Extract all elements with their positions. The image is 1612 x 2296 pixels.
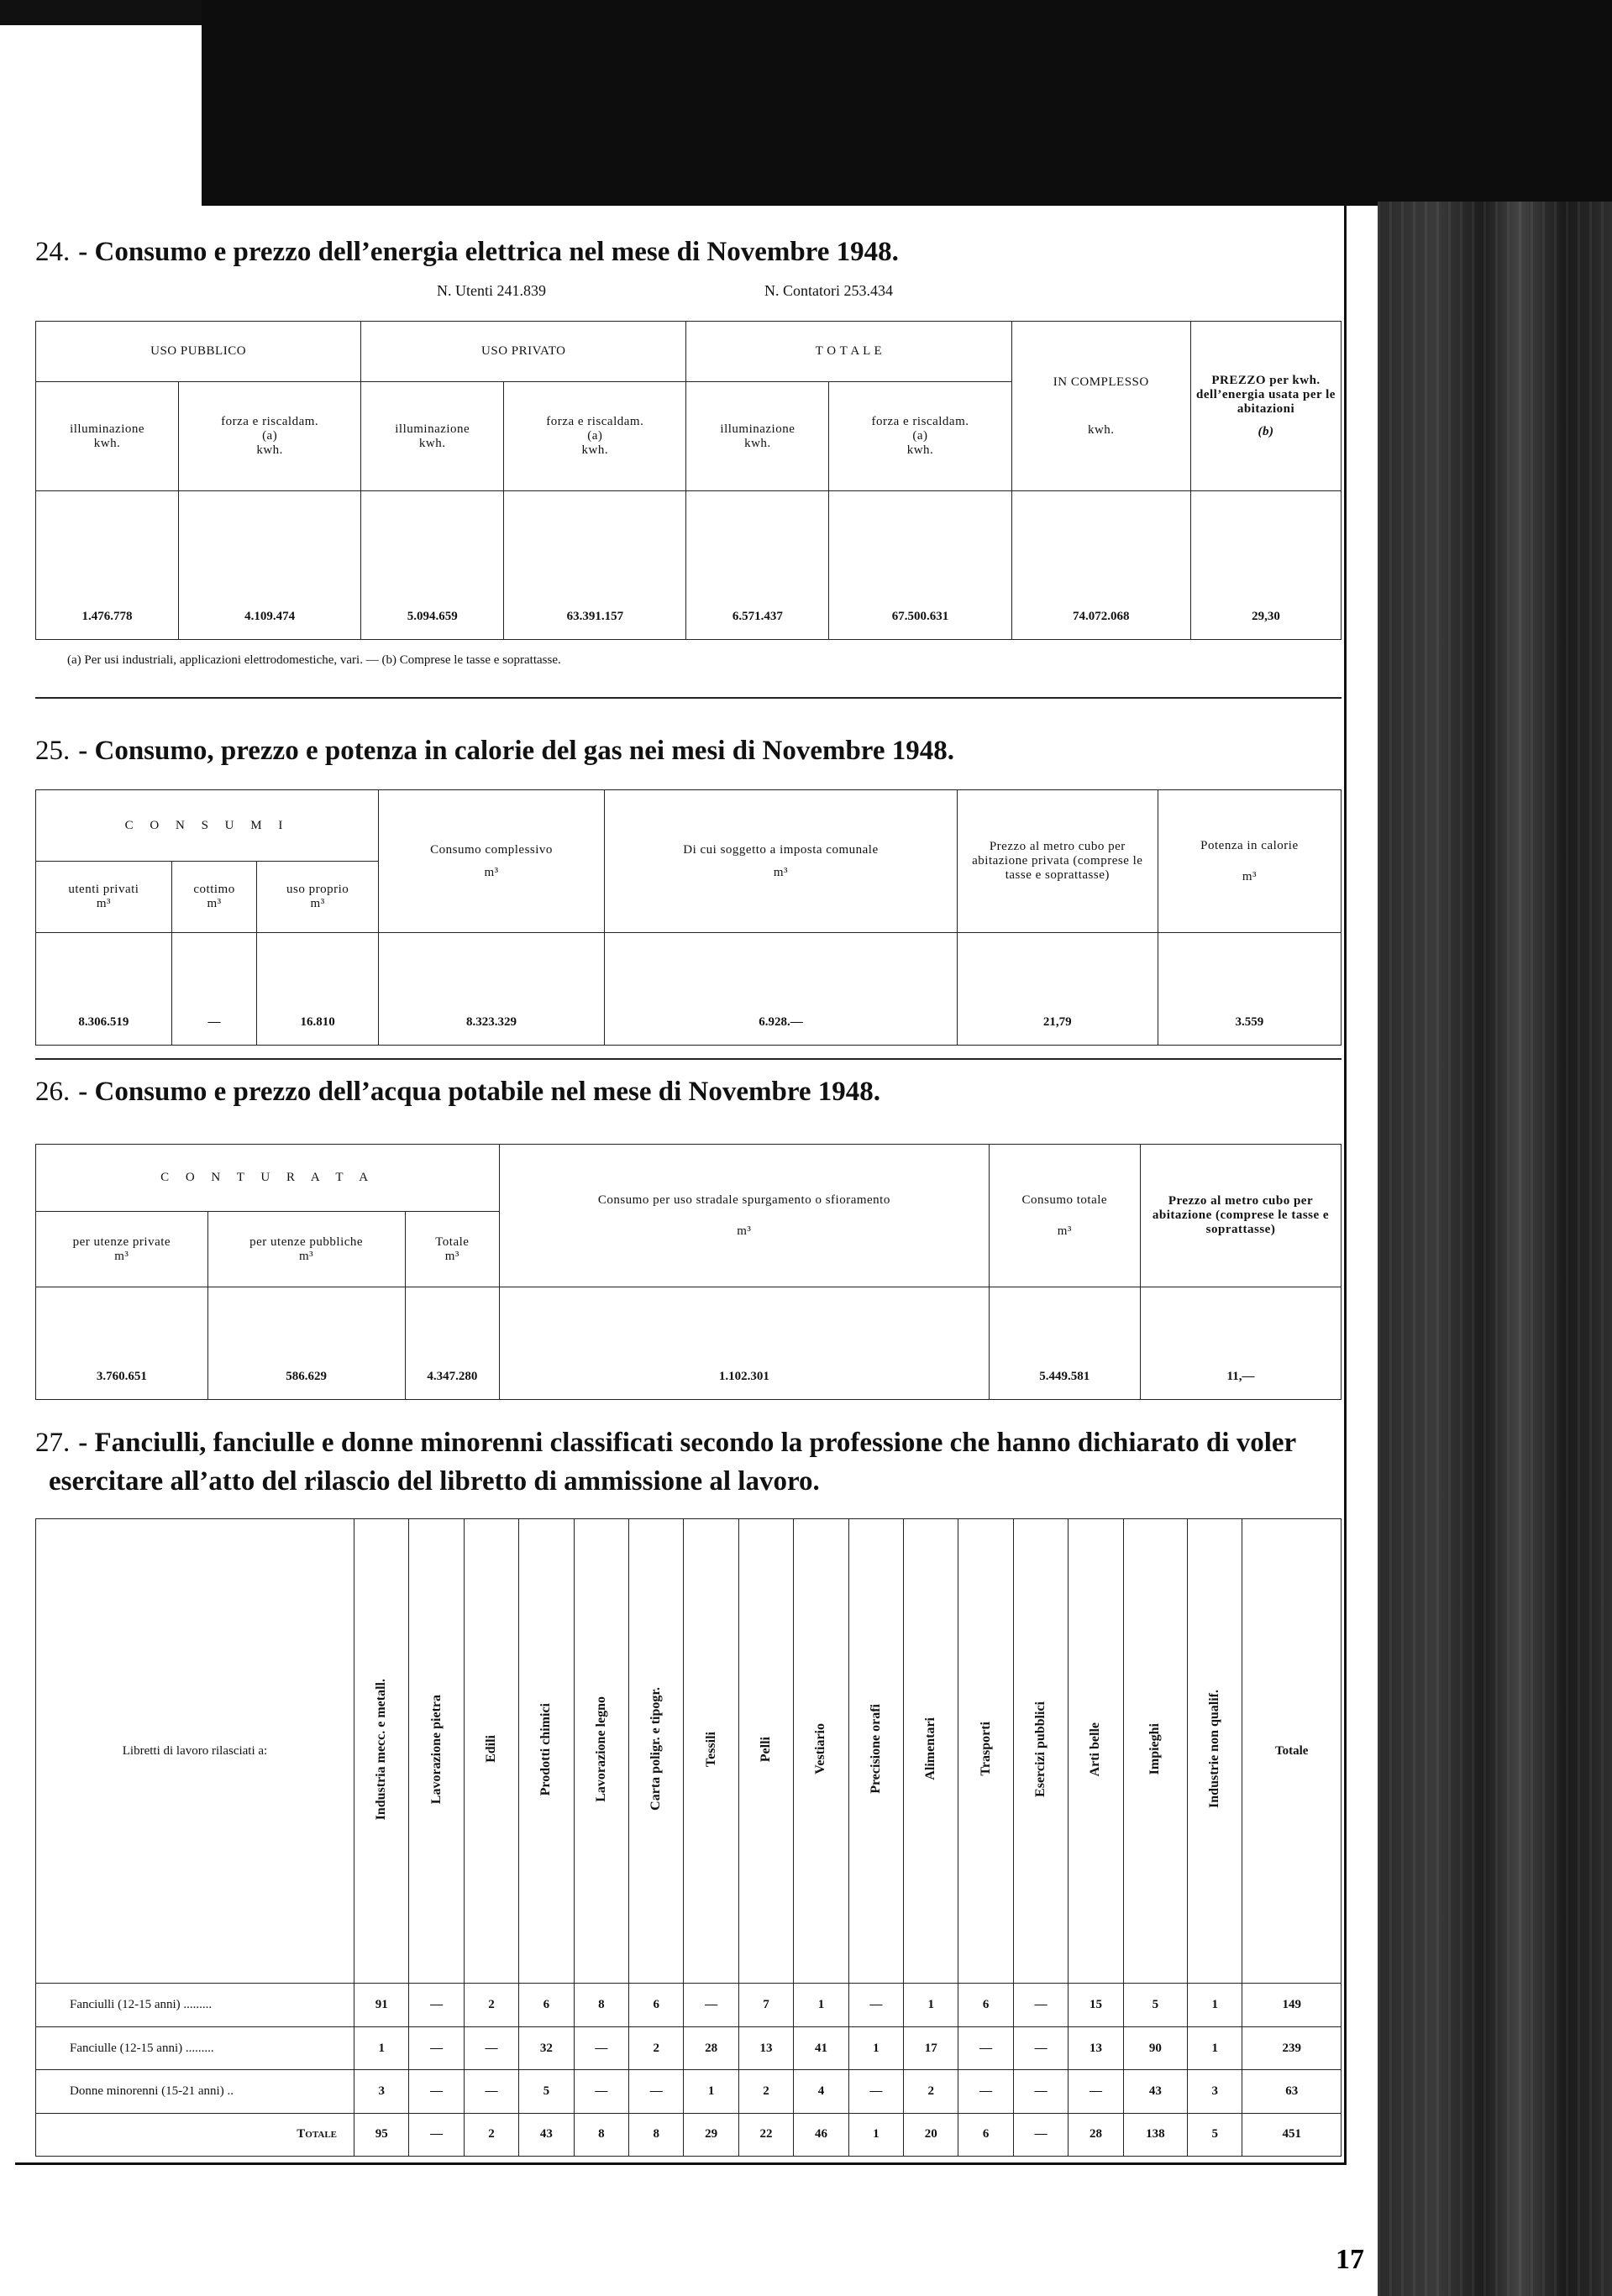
s27-cell: 22 [738,2113,793,2156]
s24-value: 6.571.437 [686,491,829,640]
s25-sub-label: cottimo [193,883,235,896]
s27-col-label: Vestiario [813,1723,828,1775]
s27-title-line2: esercitare all’atto del rilascio del libretto di ammissione al lavoro. [49,1466,820,1497]
s25-sub-1 [171,862,256,933]
s27-cell: 28 [1069,2113,1123,2156]
s27-row-label: Totale [36,2113,354,2156]
s27-cell: 3 [354,2070,409,2113]
s24-sub-label: forza e riscaldam. [871,415,969,428]
s27-col-label: Lavorazione legno [593,1696,608,1802]
s25-sub-label: utenti privati [68,883,139,896]
s25-title-text: - Consumo, prezzo e potenza in calorie del gas nei mesi di Novembre 1948. [78,736,955,766]
s25-potenza: Potenza in calorie [1200,838,1299,852]
s27-col-label: Precisione orafi [868,1704,883,1795]
s27-cell: 1 [684,2070,738,2113]
s27-cell: 5 [1123,1984,1187,2026]
s24-sub-unit: kwh. [581,443,609,457]
s25-unit: m³ [484,865,499,879]
s26-stradale-header [500,1145,989,1287]
s27-col-label: Trasporti [978,1722,993,1777]
s27-row-label: Fanciulle (12-15 anni) ......... [36,2026,354,2069]
s26-totale-header [989,1145,1140,1287]
s26-totale: Consumo totale [1021,1193,1108,1207]
s24-sub-unit: kwh. [93,436,121,450]
s24-sub-2 [361,382,504,491]
s27-col-header [794,1519,848,1984]
s27-cell: 2 [464,1984,518,2026]
s25-sub-unit: m³ [310,897,325,910]
s25-sub-unit: m³ [207,897,222,910]
s24-sub-label: illuminazione [70,422,145,436]
s27-cell: 29 [684,2113,738,2156]
s27-cell: 20 [904,2113,958,2156]
s27-cell: 2 [464,2113,518,2156]
s26-sub-2 [405,1212,500,1287]
page-number: 17 [1336,2244,1364,2275]
s27-cell: 7 [738,1984,793,2026]
s27-cell: — [1013,2113,1068,2156]
s26-value: 4.347.280 [405,1287,500,1400]
s24-utenti: N. Utenti 241.839 [437,282,546,299]
s25-value: 8.323.329 [379,933,605,1046]
s27-cell: 15 [1069,1984,1123,2026]
table-row [36,2070,1342,2113]
s25-soggetto: Di cui soggetto a imposta comunale [683,842,879,857]
section-divider [35,1058,1342,1060]
s24-value: 1.476.778 [36,491,179,640]
table-row [36,2026,1342,2069]
s27-cell: — [409,2113,464,2156]
s26-prezzo: Prezzo al metro cubo per abitazione (comprese le tasse e soprattasse) [1141,1145,1342,1287]
s27-row-label: Fanciulli (12-15 anni) ......... [36,1984,354,2026]
s24-sub-0 [36,382,179,491]
s27-cell: — [958,2070,1013,2113]
s25-unit: m³ [1242,869,1257,883]
s24-prezzo-header [1191,322,1342,491]
s27-cell: — [629,2070,684,2113]
s27-col-header [464,1519,518,1984]
s27-cell: 3 [1188,2070,1242,2113]
s25-value: 8.306.519 [36,933,172,1046]
s24-sub-label: illuminazione [720,422,795,436]
s24-title [35,237,899,268]
s27-cell: — [1013,1984,1068,2026]
s25-value: 16.810 [257,933,379,1046]
s27-cell: 17 [904,2026,958,2069]
s27-cell: — [574,2026,628,2069]
section-divider [35,697,1342,699]
s27-cell: — [848,1984,903,2026]
s27-cell: 4 [794,2070,848,2113]
s26-value: 1.102.301 [500,1287,989,1400]
s27-cell: 95 [354,2113,409,2156]
s25-complessivo-header [379,790,605,933]
s27-cell: 149 [1242,1984,1342,2026]
s24-value: 4.109.474 [179,491,361,640]
s25-sub-2 [257,862,379,933]
scan-border-dark [202,0,1612,206]
s27-cell: 2 [629,2026,684,2069]
s27-cell: 6 [958,2113,1013,2156]
book-page-edges [1378,202,1612,2296]
s24-sub-1 [179,382,361,491]
s27-cell: 91 [354,1984,409,2026]
s24-sub-unit: kwh. [418,436,446,450]
s27-cell: 1 [848,2026,903,2069]
s27-col-header [738,1519,793,1984]
s24-sub-label: forza e riscaldam. [546,415,644,428]
s27-col-header [354,1519,409,1984]
s27-col-header [574,1519,628,1984]
s27-cell: — [1069,2070,1123,2113]
s27-col-label: Industria mecc. e metall. [374,1678,389,1820]
s27-corner: Libretti di lavoro rilasciati a: [36,1519,354,1984]
s25-value: 3.559 [1158,933,1341,1046]
s27-col-label: Carta poligr. e tipogr. [648,1687,664,1811]
s27-table [35,1518,1342,2157]
s24-prezzo: PREZZO per kwh. dell’energia usata per le abitazioni [1196,373,1336,416]
s24-sub-label: forza e riscaldam. [221,415,319,428]
s25-unit: m³ [773,865,789,879]
s24-sub-4 [686,382,829,491]
s26-value: 3.760.651 [36,1287,208,1400]
s27-col-label: Prodotti chimici [538,1702,554,1795]
s27-cell: 239 [1242,2026,1342,2069]
s27-col-label: Lavorazione pietra [428,1694,444,1804]
s27-col-label: Totale [1274,1743,1309,1758]
s27-col-header [519,1519,574,1984]
s24-in-complesso-header [1011,322,1190,491]
s25-sub-0 [36,862,172,933]
s26-unit: m³ [737,1224,752,1238]
s27-col-header [1188,1519,1242,1984]
s26-stradale: Consumo per uso stradale spurgamento o sfioramento [597,1193,890,1207]
s27-cell: 13 [1069,2026,1123,2069]
s27-cell: — [409,2026,464,2069]
s27-col-label: Tessili [703,1731,718,1767]
s24-group-pubblico: USO PUBBLICO [36,322,361,382]
s27-cell: 1 [794,1984,848,2026]
s26-sub-unit: m³ [114,1249,129,1263]
s27-col-label: Industrie non qualif. [1207,1690,1222,1809]
s27-cell: 1 [904,1984,958,2026]
s27-cell: — [574,2070,628,2113]
s27-number: 27. [35,1428,71,1458]
s26-unit: m³ [1057,1224,1072,1238]
s27-cell: 41 [794,2026,848,2069]
s27-col-header [848,1519,903,1984]
s26-sub-unit: m³ [299,1249,314,1263]
s27-col-label: Arti belle [1088,1722,1103,1776]
s27-col-header [1123,1519,1187,1984]
s24-sub-unit: kwh. [256,443,283,457]
s24-value: 29,30 [1191,491,1342,640]
s27-cell: 6 [958,1984,1013,2026]
s26-value: 11,— [1141,1287,1342,1400]
s27-cell: 63 [1242,2070,1342,2113]
s24-title-text: - Consumo e prezzo dell’energia elettrica nel mese di Novembre 1948. [78,237,899,267]
s27-cell: 2 [738,2070,793,2113]
s26-sub-0 [36,1212,208,1287]
table-row [36,1984,1342,2026]
s24-sub-note: (a) [262,429,278,443]
s27-cell: 5 [1188,2113,1242,2156]
s27-cell: 43 [519,2113,574,2156]
s27-cell: 451 [1242,2113,1342,2156]
s26-title-text: - Consumo e prezzo dell’acqua potabile nel mese di Novembre 1948. [78,1077,881,1107]
s27-cell: — [1013,2070,1068,2113]
s24-group-privato: USO PRIVATO [361,322,686,382]
s25-number: 25. [35,736,71,766]
s26-sub-label: per utenze pubbliche [249,1234,364,1249]
s24-value: 67.500.631 [829,491,1011,640]
s27-cell: 6 [519,1984,574,2026]
s26-sub-label: per utenze private [72,1234,171,1249]
s24-sub-note: (a) [912,429,928,443]
s27-col-label: Edili [484,1735,499,1764]
s27-cell: — [848,2070,903,2113]
s27-col-label: Pelli [759,1736,774,1762]
s26-value: 5.449.581 [989,1287,1140,1400]
s26-sub-label: Totale [435,1234,470,1249]
s26-title [35,1077,880,1108]
s27-col-label: Impieghi [1147,1723,1163,1775]
s27-cell: 1 [848,2113,903,2156]
s24-contatori: N. Contatori 253.434 [764,282,893,299]
s27-col-header [1242,1519,1342,1984]
s27-col-label: Alimentari [923,1717,938,1781]
s24-sub-unit: kwh. [906,443,934,457]
s27-cell: — [464,2070,518,2113]
s27-cell: — [684,1984,738,2026]
s27-cell: 8 [574,2113,628,2156]
s27-cell: — [409,1984,464,2026]
s27-col-label: Esercizi pubblici [1033,1701,1048,1797]
s27-cell: — [1013,2026,1068,2069]
s27-cell: 90 [1123,2026,1187,2069]
s24-sub-5 [829,382,1011,491]
s24-prezzo-note: (b) [1258,424,1274,438]
s27-cell: — [958,2026,1013,2069]
s25-value: — [171,933,256,1046]
s24-number: 24. [35,237,71,267]
s27-title-text-1: - Fanciulli, fanciulle e donne minorenni classificati secondo la professione che hanno dichiarato di voler [78,1428,1297,1458]
s25-sub-label: uso proprio [286,883,349,896]
s27-cell: — [409,2070,464,2113]
s24-sub-note: (a) [587,429,603,443]
s24-table [35,321,1342,640]
s27-cell: 1 [1188,1984,1242,2026]
s27-cell: 138 [1123,2113,1187,2156]
s25-soggetto-header [605,790,958,933]
s25-potenza-header [1158,790,1341,933]
s27-col-header [958,1519,1013,1984]
table-row [36,2113,1342,2156]
s26-sub-unit: m³ [444,1249,459,1263]
s25-value: 21,79 [957,933,1158,1046]
s25-consumi: C O N S U M I [36,790,379,862]
s25-value: 6.928.— [605,933,958,1046]
s24-footnote: (a) Per usi industriali, applicazioni elettrodomestiche, vari. — (b) Comprese le tasse e soprattasse. [67,653,561,667]
s24-sub-3 [504,382,686,491]
s24-in-complesso-unit: kwh. [1087,422,1115,437]
s27-cell: 1 [1188,2026,1242,2069]
s27-cell: 8 [629,2113,684,2156]
s27-cell: 13 [738,2026,793,2069]
s26-number: 26. [35,1077,71,1107]
s27-cell: 8 [574,1984,628,2026]
s27-col-header [684,1519,738,1984]
s27-cell: 46 [794,2113,848,2156]
s26-table [35,1144,1342,1400]
s24-in-complesso: IN COMPLESSO [1053,375,1149,389]
s27-cell: 5 [519,2070,574,2113]
s24-sub-label: illuminazione [395,422,470,436]
s27-cell: 2 [904,2070,958,2113]
s27-col-header [904,1519,958,1984]
s24-value: 5.094.659 [361,491,504,640]
s24-group-totale: T O T A L E [686,322,1011,382]
s27-cell: — [464,2026,518,2069]
s26-value: 586.629 [207,1287,405,1400]
s27-col-header [1013,1519,1068,1984]
s25-sub-unit: m³ [96,897,111,910]
s27-cell: 1 [354,2026,409,2069]
s25-table [35,789,1342,1046]
s27-col-header [629,1519,684,1984]
s27-col-header [1069,1519,1123,1984]
s27-cell: 32 [519,2026,574,2069]
s27-cell: 43 [1123,2070,1187,2113]
s25-title [35,736,954,767]
s27-row-label: Donne minorenni (15-21 anni) .. [36,2070,354,2113]
s27-col-header [409,1519,464,1984]
s24-value: 63.391.157 [504,491,686,640]
s25-complessivo: Consumo complessivo [430,842,553,857]
s26-conturata: C O N T U R A T A [36,1145,500,1212]
s27-title-line1 [35,1428,1296,1459]
s25-prezzo: Prezzo al metro cubo per abitazione privata (comprese le tasse e soprattasse) [957,790,1158,933]
s27-cell: 28 [684,2026,738,2069]
s24-sub-unit: kwh. [744,436,771,450]
s27-cell: 6 [629,1984,684,2026]
s26-sub-1 [207,1212,405,1287]
s24-value: 74.072.068 [1011,491,1190,640]
